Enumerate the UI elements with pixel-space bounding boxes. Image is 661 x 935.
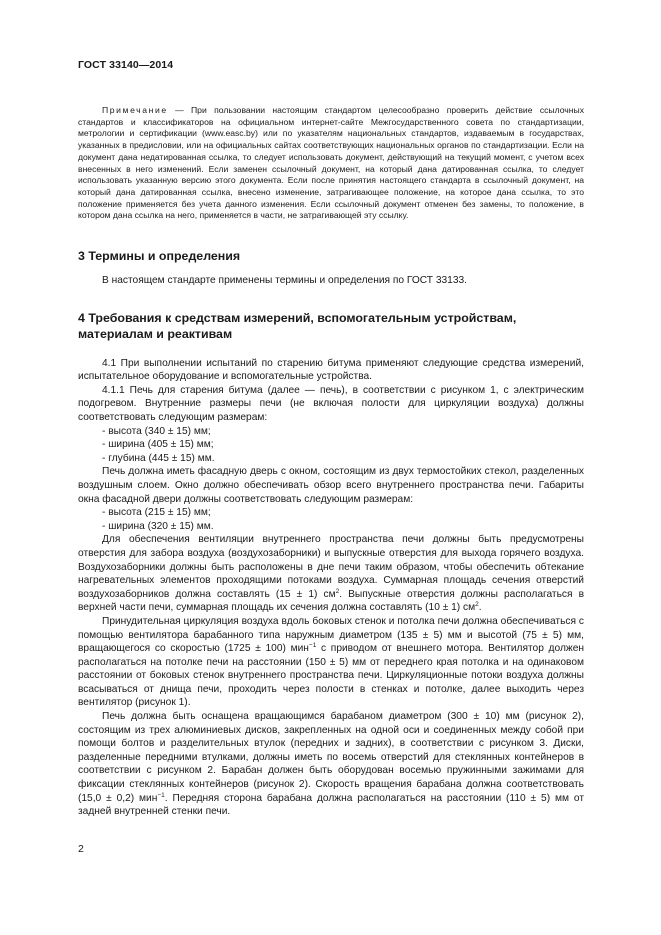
ventilation-paragraph [78, 533, 584, 615]
section-4-heading: 4 Требования к средствам измерений, вспомогательным устройствам, материалам и реактивам [78, 310, 517, 341]
section-3-text: В настоящем стандарте применены термины и определения по ГОСТ 33133. [102, 275, 467, 287]
page-content [78, 105, 584, 819]
page-number: 2 [78, 843, 84, 855]
door-paragraph: Печь должна иметь фасадную дверь с окном, состоящим из двух термостойких стекол, разделенных воздушным слоем. Окно должно обеспечивать обзор всего внутреннего пространства печи. Габариты окна фасадной двери должны соответствовать следующим размерам: [78, 466, 584, 505]
superscript: 2 [335, 587, 340, 595]
oven-dimension-item: - ширина (405 ± 15) мм; [102, 439, 214, 451]
circulation-paragraph [78, 615, 584, 710]
paragraph-4-1-1: 4.1.1 Печь для старения битума (далее — печь), в соответствии с рисунком 1, с электрическим подогревом. Внутренние размеры печи (не включая полости для циркуляции воздуха) должны соответствовать следующим размерам: [78, 384, 584, 423]
drum-text: Печь должна быть оснащена вращающимся барабаном диаметром (300 ± 10) мм (рисунок 2), состоящим из трех алюминиевых дисков, закрепленных на одной оси и соединенных между собой при помощи болтов и разделительных втулок (передних и задних), в соответствии с рисунком 3. Диски, разделенные передними втулками, должны иметь по восемь отверстий для стеклянных контейнеров в соответствии с рисунком 2. Барабан должен быть оборудован восемью пружинными зажимами для фиксации стеклянных контейнеров (рисунок 2). Скорость вращения барабана должна соответствовать (15,0 ± 0,2) мин [78, 711, 584, 804]
note-text: — При пользовании настоящим стандартом целесообразно проверить действие ссылочных стандартов и классификаторов на официальном интернет-сайте Межгосударственного совета по стандартизации, метрологии и сертификации (www.easc.by) или по указателям национальных стандартов, издаваемым в государствах, указанных в предисловии, или на официальных сайтах соответствующих национальных органов по стандартизации. Если на документ дана недатированная ссылка, то следует использовать документ, действующий на текущий момент, с учетом всех внесенных в него изменений. Если заменен ссылочный документ, на который дана датированная ссылка, то следует использовать указанную версию этого документа. Если после принятия настоящего стандарта в ссылочный документ, на который дана датированная ссылка, внесено изменение, затрагивающее положение, на которое дана ссылка, то это положение применяется без учета данного изменения. Если ссылочный документ отменен без замены, то положение, в котором дана ссылка на него, применяется в части, не затрагивающей эту ссылку. [78, 105, 584, 221]
ventilation-text: Для обеспечения вентиляции внутреннего пространства печи должны быть предусмотрены отверстия для забора воздуха (воздухозаборники) и выпускные отверстия для выхода горячего воздуха. Воздухозаборники должны быть расположены в дне печи таким образом, чтобы обеспечить обтекание нагревательных элементов проходящими потоками воздуха. Суммарная площадь сечения отверстий воздухозаборников должна составлять (15 ± 1) см [78, 534, 584, 600]
drum-text: . Передняя сторона барабана должна располагаться на расстоянии (110 ± 5) мм от задней внутренней стенки печи. [78, 792, 584, 818]
door-dimension-item: - высота (215 ± 15) мм; [102, 507, 211, 519]
section-3-heading: 3 Термины и определения [78, 249, 241, 264]
superscript: −1 [157, 791, 165, 799]
paragraph-4-1: 4.1 При выполнении испытаний по старению битума применяют следующие средства измерений, испытательное оборудование и вспомогательные устройства. [78, 357, 584, 383]
drum-paragraph [78, 710, 584, 819]
note-paragraph [78, 105, 584, 222]
superscript: 2 [475, 601, 479, 609]
document-header: ГОСТ 33140—2014 [78, 59, 174, 71]
ventilation-text: . [478, 602, 482, 614]
circulation-text: Принудительная циркуляция воздуха вдоль боковых стенок и потолка печи должна обеспечиваться с помощью вентилятора барабанного типа наружным диаметром (135 ± 5) мм и высотой (75 ± 5) мм, вращающегося со скоростью (1725 ± 100) мин [78, 615, 584, 655]
superscript: −1 [308, 642, 317, 650]
note-label: Примечание [102, 105, 168, 115]
ventilation-text: . Выпускные отверстия должны располагаться в верхней части печи, суммарная площадь их сечения должна составлять (10 ± 1) см [78, 588, 584, 614]
oven-dimension-item: - глубина (445 ± 15) мм. [102, 452, 215, 464]
circulation-text: с приводом от внешнего мотора. Вентилятор должен располагаться на потолке печи на расстоянии (150 ± 5) мм от переднего края потолка и на одинаковом расстоянии от боковых стенок внутреннего пространства печи. Циркуляционные потоки воздуха должны всасываться от днища печи, проходить через полости в стенках и потолке, далее выходить через вентилятор (рисунок 1). [78, 643, 584, 709]
door-dimension-item: - ширина (320 ± 15) мм. [102, 520, 214, 532]
oven-dimension-item: - высота (340 ± 15) мм; [102, 425, 211, 437]
